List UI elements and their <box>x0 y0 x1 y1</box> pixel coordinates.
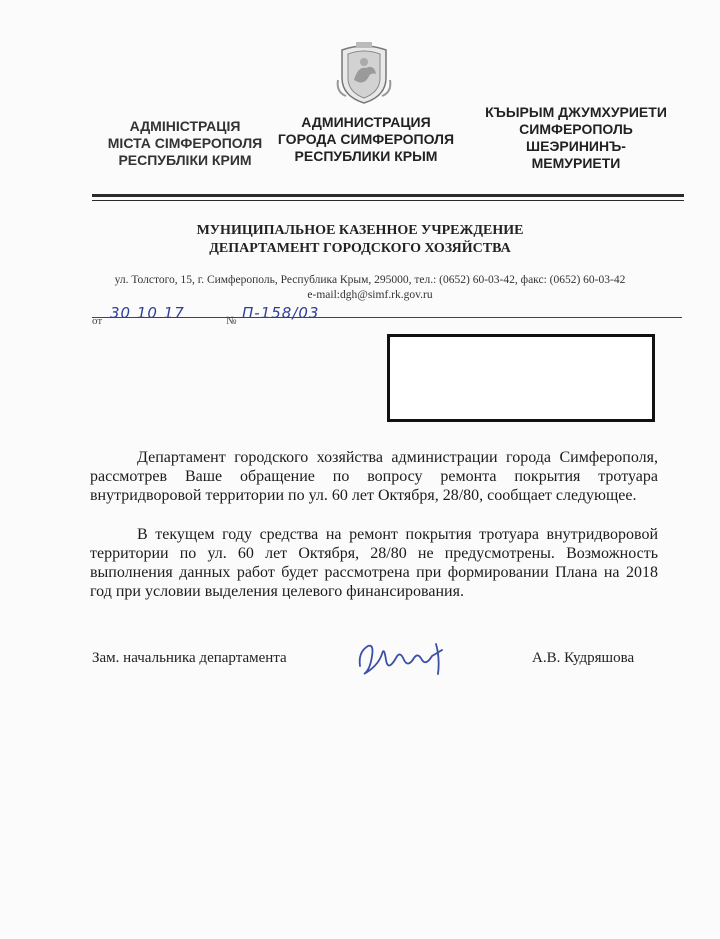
body-paragraph-1: Департамент городского хозяйства администрации города Симферополя, рассмотрев Ваше обращение по вопросу ремонта покрытия тротуара внутридворовой территории по ул. 60 лет Октября, 28/80, сообщает следующее. <box>90 449 658 504</box>
header-right-line: КЪЫРЫМ ДЖУМХУРИЕТИ <box>485 104 667 120</box>
header-left-line: АДМІНІСТРАЦІЯ <box>129 118 241 134</box>
department-title <box>150 222 570 258</box>
reference-date: 30 10 17 <box>110 304 185 322</box>
address-block <box>90 273 650 303</box>
handwritten-signature <box>352 636 456 687</box>
crimea-emblem-icon <box>334 40 394 106</box>
reference-number-label: № <box>226 315 237 327</box>
header-left-line: МІСТА СІМФЕРОПОЛЯ <box>107 135 263 151</box>
address-line: ул. Толстого, 15, г. Симферополь, Республика Крым, 295000, тел.: (0652) 60-03-42, факс: (0652) 60-03-42 <box>114 274 626 286</box>
reference-number: П-158/03 <box>242 304 320 322</box>
header-divider-thick <box>92 194 684 197</box>
department-line: ДЕПАРТАМЕНТ ГОРОДСКОГО ХОЗЯЙСТВА <box>209 241 511 256</box>
header-right <box>478 104 674 172</box>
signatory-position: Зам. начальника департамента <box>92 650 287 666</box>
header-center-line: ГОРОДА СИМФЕРОПОЛЯ <box>277 131 455 147</box>
header-center-line: РЕСПУБЛИКИ КРЫМ <box>294 148 438 164</box>
header-center <box>276 114 456 165</box>
header-center-line: АДМИНИСТРАЦИЯ <box>301 114 431 130</box>
header-left <box>100 118 270 169</box>
header-left-line: РЕСПУБЛІКИ КРИМ <box>118 152 252 168</box>
reference-from-label: от <box>92 315 103 327</box>
body-paragraph-2: В текущем году средства на ремонт покрытия тротуара внутридворовой территории по ул. 60 лет Октября, 28/80 не предусмотрены. Возможность выполнения данных работ будет рассмотрена при формировании Плана на 2018 год при условии выделения целевого финансирования. <box>90 526 658 600</box>
email-line: e-mail:dgh@simf.rk.gov.ru <box>307 289 433 301</box>
department-line: МУНИЦИПАЛЬНОЕ КАЗЕННОЕ УЧРЕЖДЕНИЕ <box>196 223 524 238</box>
header-divider-thin <box>92 200 684 201</box>
header-right-line: СИМФЕРОПОЛЬ <box>519 121 633 137</box>
header-right-line: ШЕЭРИНИНЪ- <box>526 138 626 154</box>
signatory-name: А.В. Кудряшова <box>532 650 635 666</box>
header-right-line: МЕМУРИЕТИ <box>531 155 621 171</box>
recipient-redacted-box <box>387 334 655 422</box>
